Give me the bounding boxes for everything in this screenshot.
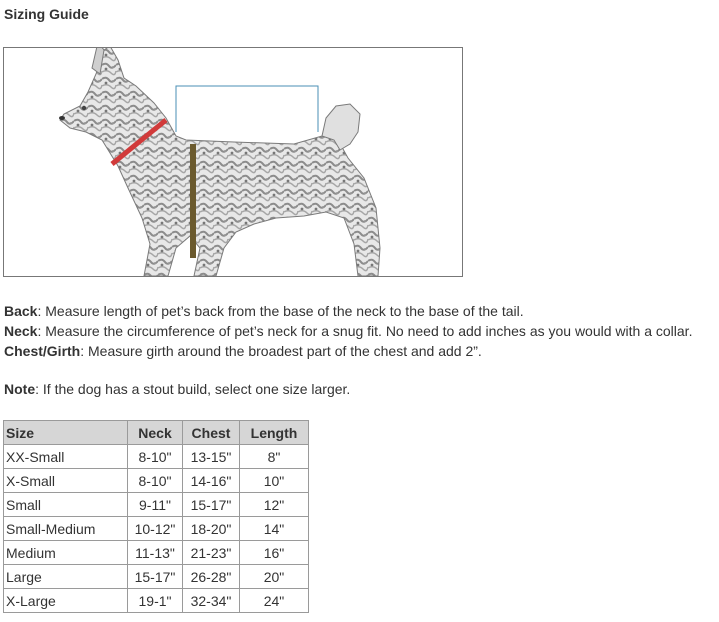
dog-silhouette <box>60 48 380 276</box>
dog-measurement-figure <box>3 47 463 277</box>
neck-cell: 9-11" <box>128 493 183 517</box>
chest-description <box>4 341 482 361</box>
note <box>4 381 350 397</box>
size-table <box>3 420 309 613</box>
length-cell: 14" <box>240 517 309 541</box>
neck-cell: 19-1" <box>128 589 183 613</box>
dog-nose <box>59 116 65 120</box>
header-length: Length <box>240 421 309 445</box>
header-chest: Chest <box>183 421 240 445</box>
size-cell: X-Large <box>4 589 128 613</box>
table-row <box>4 589 309 613</box>
chest-cell: 32-34" <box>183 589 240 613</box>
chest-cell: 13-15" <box>183 445 240 469</box>
length-cell: 24" <box>240 589 309 613</box>
back-length-marker <box>176 86 318 132</box>
table-row <box>4 517 309 541</box>
length-cell: 16" <box>240 541 309 565</box>
size-cell: Medium <box>4 541 128 565</box>
page-title: Sizing Guide <box>4 6 89 22</box>
header-neck: Neck <box>128 421 183 445</box>
chest-text: : Measure girth around the broadest part of the chest and add 2”. <box>80 343 482 359</box>
table-row <box>4 565 309 589</box>
neck-text: : Measure the circumference of pet’s neck for a snug fit. No need to add inches as you would with a collar. <box>37 323 693 339</box>
neck-cell: 8-10" <box>128 469 183 493</box>
length-cell: 10" <box>240 469 309 493</box>
chest-cell: 15-17" <box>183 493 240 517</box>
note-label: Note <box>4 381 36 397</box>
note-text: : If the dog has a stout build, select one size larger. <box>35 381 351 397</box>
size-table-header <box>4 421 309 445</box>
neck-cell: 15-17" <box>128 565 183 589</box>
table-row <box>4 445 309 469</box>
dog-measurement-diagram-icon <box>4 48 462 276</box>
header-size: Size <box>4 421 128 445</box>
table-row <box>4 541 309 565</box>
neck-label: Neck <box>4 323 38 339</box>
length-cell: 8" <box>240 445 309 469</box>
neck-cell: 11-13" <box>128 541 183 565</box>
chest-label: Chest/Girth <box>4 343 81 359</box>
size-cell: Small-Medium <box>4 517 128 541</box>
neck-description <box>4 321 692 341</box>
length-cell: 20" <box>240 565 309 589</box>
chest-cell: 14-16" <box>183 469 240 493</box>
neck-cell: 8-10" <box>128 445 183 469</box>
back-label: Back <box>4 303 38 319</box>
neck-cell: 10-12" <box>128 517 183 541</box>
chest-cell: 21-23" <box>183 541 240 565</box>
dog-eye <box>82 106 86 110</box>
size-cell: Small <box>4 493 128 517</box>
chest-cell: 18-20" <box>183 517 240 541</box>
chest-cell: 26-28" <box>183 565 240 589</box>
back-description <box>4 301 524 321</box>
back-text: : Measure length of pet’s back from the base of the neck to the base of the tail. <box>37 303 524 319</box>
table-row <box>4 469 309 493</box>
size-cell: X-Small <box>4 469 128 493</box>
size-cell: Large <box>4 565 128 589</box>
size-cell: XX-Small <box>4 445 128 469</box>
length-cell: 12" <box>240 493 309 517</box>
table-row <box>4 493 309 517</box>
chest-girth-marker <box>190 144 196 258</box>
